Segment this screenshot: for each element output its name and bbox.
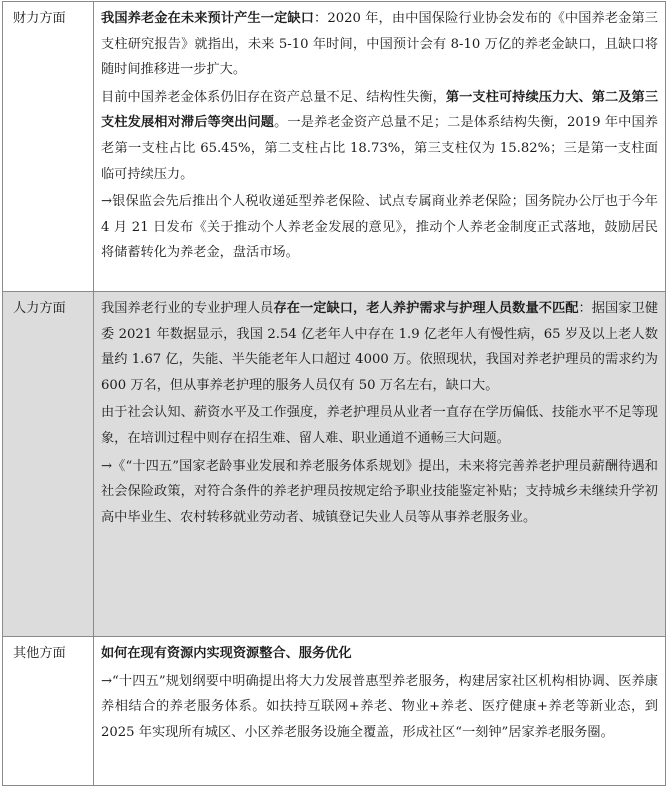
paragraph xyxy=(101,669,658,746)
paragraph xyxy=(101,296,658,398)
policy-table xyxy=(2,1,666,786)
bold-text: 存在一定缺口，老人养护需求与护理人员数量不匹配 xyxy=(273,301,579,316)
body-text: →银保监会先后推出个人税收递延型养老保险、试点专属商业养老保险；国务院办公厅也于今年 4 月 21 日发布《关于推动个人养老金发展的意见》，推动个人养老金制度正式落地，鼓励居民将储蓄转化为养老金，盘活市场。 xyxy=(101,194,658,261)
paragraph xyxy=(101,641,658,667)
paragraph xyxy=(101,189,658,266)
row-content xyxy=(94,292,666,637)
bold-text: 如何在现有资源内实现资源整合、服务优化 xyxy=(101,646,352,661)
paragraph xyxy=(101,454,658,531)
row-label: 人力方面 xyxy=(3,292,94,637)
table-row xyxy=(3,2,666,292)
body-text: 。一是养老金资产总量不足；二是体系结构失衡，2019 年中国养老第一支柱占比 65.45%，第二支柱占比 18.73%，第三支柱仅为 15.82%；三是第一支柱面临可持续压力。 xyxy=(101,115,658,182)
row-content xyxy=(94,637,666,786)
body-text: 我国养老行业的专业护理人员 xyxy=(101,301,274,316)
row-content xyxy=(94,2,666,292)
body-text: →“十四五”规划纲要中明确提出将大力发展普惠型养老服务，构建居家社区机构相协调、医养康养相结合的养老服务体系。如扶持互联网+养老、物业+养老、医疗健康+养老等新业态，到 2025 年实现所有城区、小区养老服务设施全覆盖，形成社区“一刻钟”居家养老服务圈。 xyxy=(101,673,658,740)
row-label: 其他方面 xyxy=(3,637,94,786)
bold-text: 我国养老金在未来预计产生一定缺口 xyxy=(101,11,315,26)
paragraph xyxy=(101,400,658,451)
body-text: 目前中国养老金体系仍旧存在资产总量不足、结构性失衡， xyxy=(101,89,446,105)
table-row xyxy=(3,637,666,786)
paragraph xyxy=(101,6,658,83)
body-text: ：据国家卫健委 2021 年数据显示，我国 2.54 亿老年人中存在 1.9 亿老年人有慢性病，65 岁及以上老人数量约 1.67 亿，失能、半失能老年人口超过 4000 万。依照现状，我国对养老护理员的需求约为 600 万名，但从事养老护理的服务人员仅有 50 万名左右，缺口大。 xyxy=(101,301,659,393)
table-row xyxy=(3,292,666,637)
body-text: 由于社会认知、薪资水平及工作强度，养老护理员从业者一直存在学历偏低、技能水平不足等现象，在培训过程中则存在招生难、留人难、职业通道不通畅三大问题。 xyxy=(101,405,658,446)
row-label: 财力方面 xyxy=(3,2,94,292)
body-text: ：2020 年，由中国保险行业协会发布的《中国养老金第三支柱研究报告》就指出，未来 5-10 年时间，中国预计会有 8-10 万亿的养老金缺口，且缺口将随时间推移进一步扩大。 xyxy=(101,11,658,78)
bold-text: 第一支柱可持续压力大、第二及第三支柱发展相对滞后等突出问题 xyxy=(101,89,659,131)
paragraph xyxy=(101,85,658,187)
body-text: →《“十四五”国家老龄事业发展和养老服务体系规划》提出，未来将完善养老护理员薪酬待遇和社会保险政策，对符合条件的养老护理员按规定给予职业技能鉴定补贴；支持城乡未继续升学初高中毕业生、农村转移就业劳动者、城镇登记失业人员等从事养老服务业。 xyxy=(101,458,658,525)
table-body xyxy=(3,2,666,786)
